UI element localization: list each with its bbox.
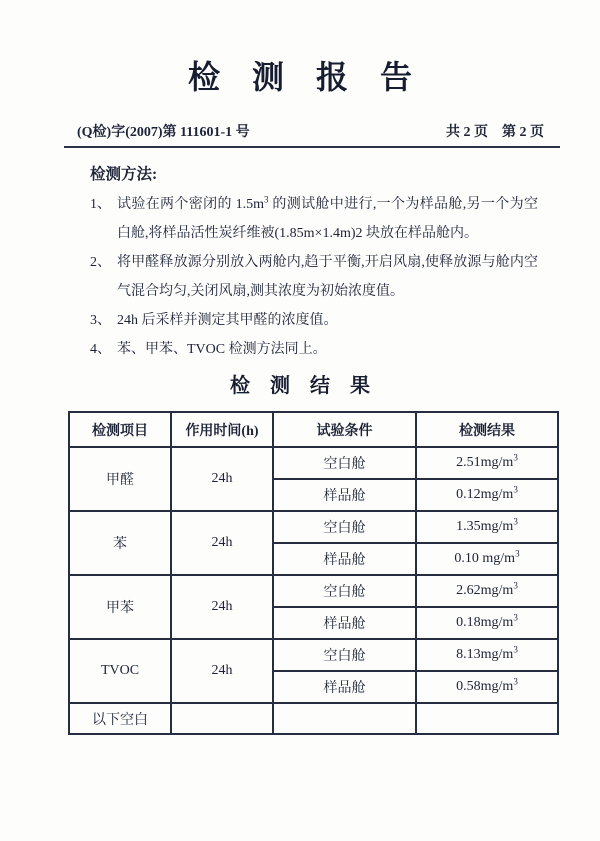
table-row: [69, 511, 558, 543]
result-sup: 3: [513, 484, 518, 495]
table-row: [69, 639, 558, 671]
result-value: 0.12mg/m: [456, 487, 514, 502]
results-heading: 检 测 结 果: [230, 375, 370, 397]
condition-cell: 样品舱: [273, 607, 416, 639]
condition-cell: 样品舱: [273, 479, 416, 511]
result-cell: [416, 607, 558, 639]
table-blank-row: [69, 703, 558, 734]
blank-cell: [416, 703, 558, 734]
duration-cell: 24h: [171, 575, 273, 639]
method-item-text: [117, 190, 538, 248]
duration-cell: 24h: [171, 511, 273, 575]
condition-cell: 样品舱: [273, 671, 416, 703]
method-text-pre: 将甲醛释放源分别放入两舱内,趋于平衡,开启风扇,使释放源与舱内空气混合均匀,关闭风扇,测其浓度为初始浓度值。: [117, 255, 538, 299]
method-item-text: [117, 335, 538, 364]
table-header-row: [69, 412, 558, 447]
method-item-number: 2、: [90, 255, 111, 270]
method-item-2: [90, 248, 538, 306]
result-sup: 3: [513, 452, 518, 463]
result-sup: 3: [513, 676, 518, 687]
result-cell: [416, 447, 558, 479]
method-item-4: [90, 335, 538, 364]
result-value: 0.58mg/m: [456, 679, 514, 694]
document-header-line: [77, 121, 544, 141]
result-cell: [416, 671, 558, 703]
condition-cell: 空白舱: [273, 639, 416, 671]
result-cell: [416, 543, 558, 575]
results-table: [68, 411, 559, 735]
result-sup: 3: [513, 612, 518, 623]
header-divider: [64, 146, 560, 148]
header-cell-condition: 试验条件: [273, 412, 416, 447]
method-item-1: [90, 190, 538, 248]
blank-cell: [273, 703, 416, 734]
method-item-number: 1、: [90, 197, 111, 212]
result-value: 2.62mg/m: [456, 583, 514, 598]
result-cell: [416, 639, 558, 671]
page-title: 检 测 报 告: [187, 59, 412, 95]
blank-label-cell: 以下空白: [69, 703, 171, 734]
result-sup: 3: [513, 644, 518, 655]
table-row: [69, 575, 558, 607]
condition-cell: 空白舱: [273, 511, 416, 543]
result-value: 8.13mg/m: [456, 647, 514, 662]
result-sup: 3: [515, 548, 520, 559]
result-value: 0.18mg/m: [456, 615, 514, 630]
condition-cell: 空白舱: [273, 575, 416, 607]
item-cell-formaldehyde: 甲醛: [69, 447, 171, 511]
document-number: (Q检)字(2007)第 111601-1 号: [77, 125, 250, 140]
methods-heading: 检测方法:: [90, 166, 158, 183]
method-text-pre: 苯、甲苯、TVOC 检测方法同上。: [117, 342, 327, 357]
result-cell: [416, 575, 558, 607]
result-value: 0.10 mg/m: [454, 551, 516, 566]
result-cell: [416, 479, 558, 511]
table-row: [69, 447, 558, 479]
method-item-text: [117, 306, 538, 335]
condition-cell: 样品舱: [273, 543, 416, 575]
result-value: 2.51mg/m: [456, 455, 514, 470]
item-cell-toluene: 甲苯: [69, 575, 171, 639]
method-item-number: 4、: [90, 342, 111, 357]
method-item-number: 3、: [90, 313, 111, 328]
method-text-post: 的测试舱中进行,一个为样品舱,另一个为空白舱,将样品活性炭纤维被(1.85m×1.4m)2 块放在样品舱内。: [117, 197, 539, 241]
duration-cell: 24h: [171, 447, 273, 511]
header-cell-item: 检测项目: [69, 412, 171, 447]
header-cell-duration: 作用时间(h): [171, 412, 273, 447]
header-cell-result: 检测结果: [416, 412, 558, 447]
duration-cell: 24h: [171, 639, 273, 703]
item-cell-tvoc: TVOC: [69, 639, 171, 703]
item-cell-benzene: 苯: [69, 511, 171, 575]
condition-cell: 空白舱: [273, 447, 416, 479]
method-text-pre: 24h 后采样并测定其甲醛的浓度值。: [117, 313, 338, 328]
result-cell: [416, 511, 558, 543]
method-text-sup: 3: [264, 194, 269, 205]
blank-cell: [171, 703, 273, 734]
result-value: 1.35mg/m: [456, 519, 514, 534]
result-sup: 3: [513, 580, 518, 591]
method-text-pre: 试验在两个密闭的 1.5m: [117, 197, 265, 212]
method-item-3: [90, 306, 538, 335]
methods-section: [90, 162, 538, 364]
result-sup: 3: [513, 516, 518, 527]
method-item-text: [117, 248, 538, 306]
page-count: 共 2 页 第 2 页: [446, 125, 544, 140]
